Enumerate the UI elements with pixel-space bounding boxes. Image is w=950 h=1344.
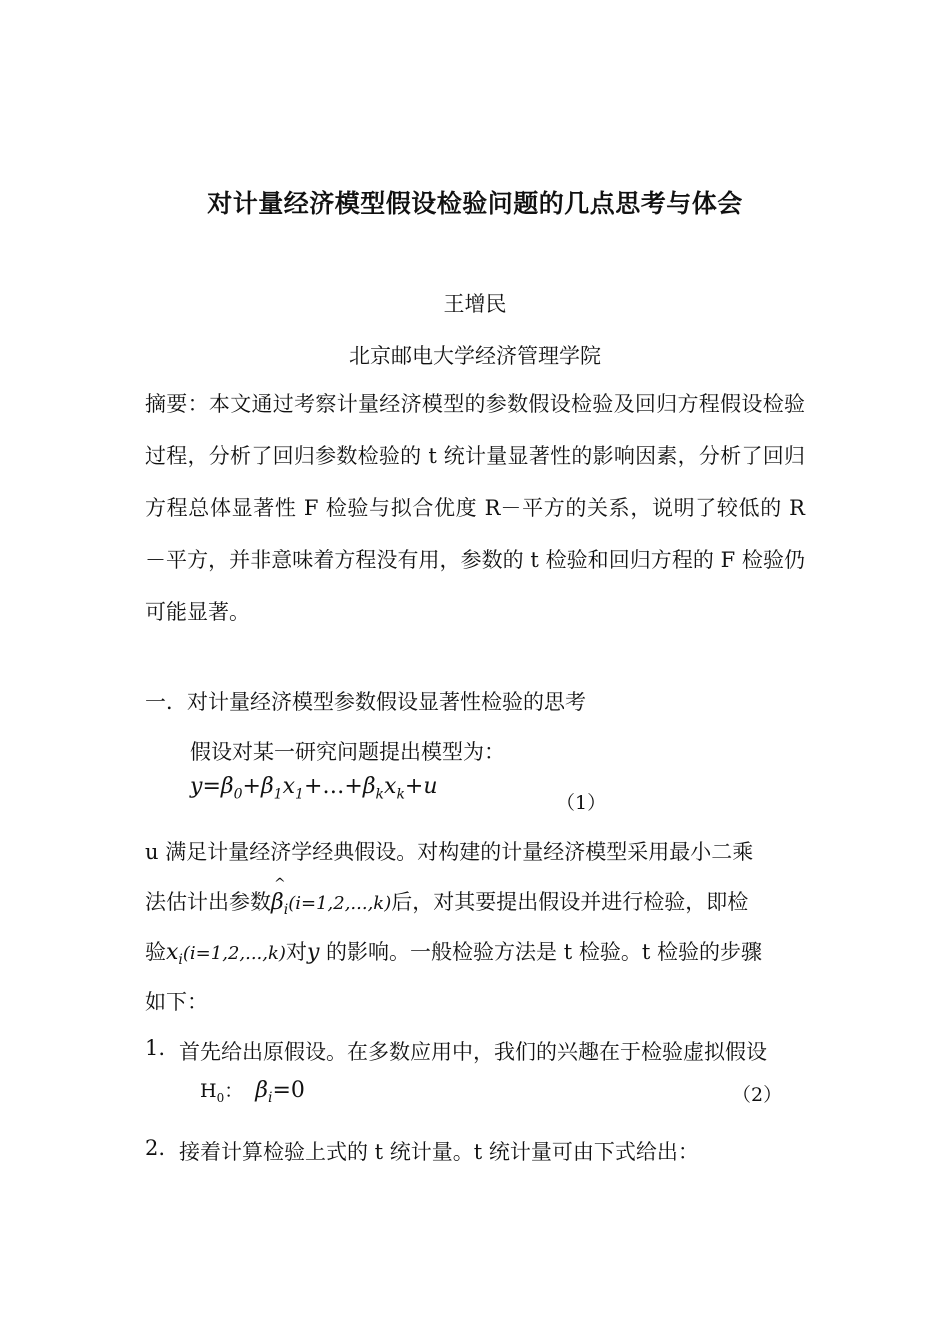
paragraph-line: 验$x_i(i=1,2,...,k)$对y 的影响。一般检验方法是 t 检验。t 检验的步骤 [145,940,762,969]
step-1-text: 首先给出原假设。在多数应用中，我们的兴趣在于检验虚拟假设 [179,1040,767,1064]
step-2-text: 接着计算检验上式的 t 统计量。t 统计量可由下式给出： [179,1140,699,1164]
step-2-number: 2. [145,1136,166,1160]
model-intro: 假设对某一研究问题提出模型为： [190,740,505,764]
equation-1: $y=\beta_0+\beta_1x_1+\dots+\beta_kx_k+u$ [190,774,438,803]
affiliation: 北京邮电大学经济管理学院 [349,344,601,368]
paragraph-line: 法估计出参数^ $\beta_i(i=1,2,...,k)$后，对其要提出假设并进行检验，即检 [145,886,748,918]
equation-1-number: （1） [556,792,607,814]
paragraph-line: u 满足计量经济学经典假设。对构建的计量经济模型采用最小二乘 [145,840,754,864]
section-heading: 一．对计量经济模型参数假设显著性检验的思考 [145,690,586,714]
step-1-number: 1. [145,1036,166,1060]
page-title: 对计量经济模型假设检验问题的几点思考与体会 [207,189,743,218]
equation-2-number: （2） [732,1084,783,1106]
hypothesis-h0: $H_0$： $\beta_i=0$ [200,1078,305,1106]
author: 王增民 [443,292,507,316]
paragraph-line: 如下： [145,990,208,1014]
abstract: 摘要：本文通过考察计量经济模型的参数假设检验及回归方程假设检验过程，分析了回归参数检验的 t 统计量显著性的影响因素，分析了回归方程总体显著性 F 检验与拟合优度 R－平方的关系，说明了较低的 R－平方，并非意味着方程没有用，参数的 t 检验和回归方程的 F 检验仍可能显著。 [145,392,805,624]
